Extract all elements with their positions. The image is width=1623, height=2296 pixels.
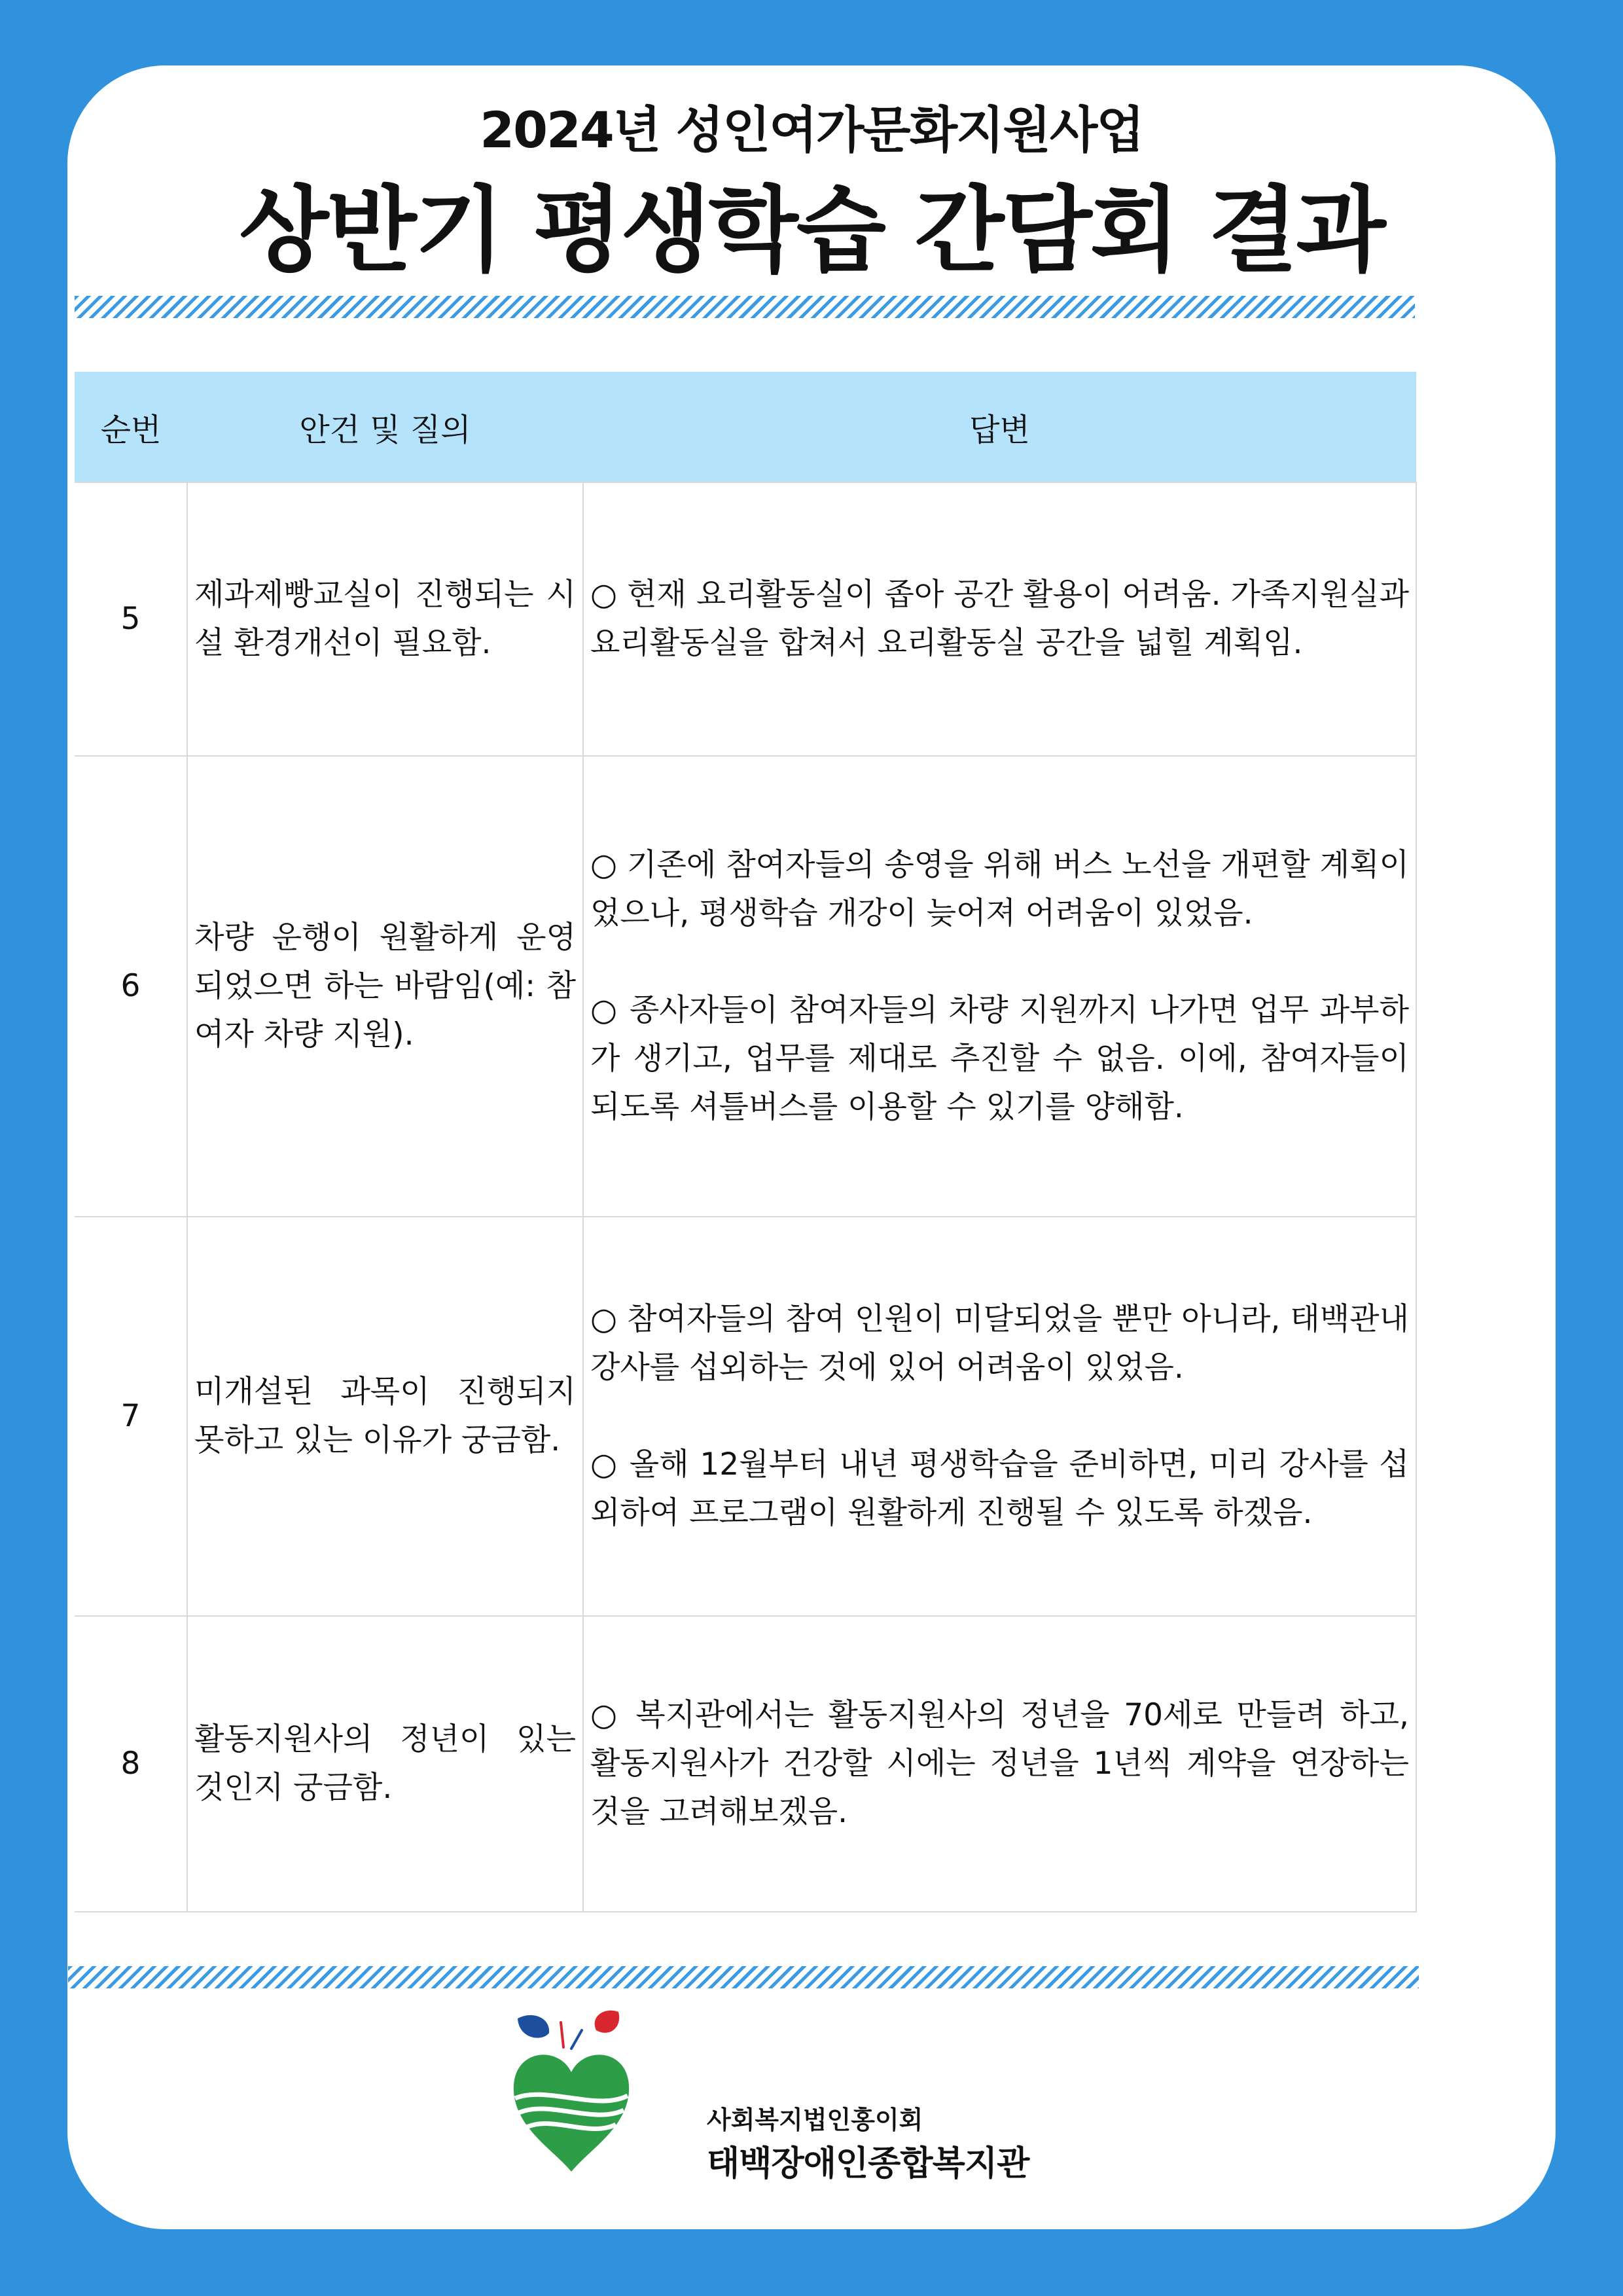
page-subtitle: 2024년 성인여가문화지원사업 (480, 101, 1143, 159)
table-row (75, 482, 1416, 756)
question-cell: 미개설된 과목이 진행되지 못하고 있는 이유가 궁금함. (187, 1217, 583, 1616)
organization-subtitle: 사회복지법인홍이회 (707, 2106, 923, 2134)
answer-paragraph: ○ 참여자들의 참여 인원이 미달되었을 뿐만 아니라, 태백관내 강사를 섭외하는 것에 있어 어려움이 있었음. (590, 1301, 1409, 1386)
welfare-center-logo-icon (506, 2007, 637, 2197)
table-row (75, 1616, 1416, 1912)
header-question: 안건 및 질의 (187, 372, 583, 482)
table-row (75, 1217, 1416, 1616)
organization-name: 태백장애인종합복지관 (707, 2144, 1029, 2183)
answer-cell (583, 1217, 1416, 1616)
answer-cell (583, 482, 1416, 756)
question-cell: 차량 운행이 원활하게 운영되었으면 하는 바람임(예: 참여자 차량 지원). (187, 756, 583, 1217)
question-cell: 제과제빵교실이 진행되는 시설 환경개선이 필요함. (187, 482, 583, 756)
table-header-row (75, 372, 1416, 482)
answer-cell (583, 1616, 1416, 1912)
question-cell: 활동지원사의 정년이 있는 것인지 궁금함. (187, 1616, 583, 1912)
header-answer: 답변 (583, 372, 1416, 482)
row-number: 7 (75, 1217, 187, 1616)
answer-paragraph: ○ 현재 요리활동실이 좁아 공간 활용이 어려움. 가족지원실과 요리활동실을 합쳐서 요리활동실 공간을 넓힐 계획임. (590, 577, 1409, 661)
answer-cell (583, 756, 1416, 1217)
row-number: 6 (75, 756, 187, 1217)
row-number: 5 (75, 482, 187, 756)
table-row (75, 756, 1416, 1217)
row-number: 8 (75, 1616, 187, 1912)
page-title: 상반기 평생학습 간담회 결과 (239, 177, 1384, 285)
header-number: 순번 (75, 372, 187, 482)
bottom-divider (68, 1966, 1419, 1988)
answer-paragraph: ○ 기존에 참여자들의 송영을 위해 버스 노선을 개편할 계획이었으나, 평생학습 개강이 늦어져 어려움이 있었음. (590, 847, 1409, 931)
qa-table (75, 372, 1417, 1912)
top-divider (75, 296, 1415, 318)
answer-paragraph: ○ 복지관에서는 활동지원사의 정년을 70세로 만들려 하고, 활동지원사가 건강할 시에는 정년을 1년씩 계약을 연장하는 것을 고려해보겠음. (590, 1697, 1409, 1830)
answer-paragraph: ○ 종사자들이 참여자들의 차량 지원까지 나가면 업무 과부하가 생기고, 업무를 제대로 추진할 수 없음. 이에, 참여자들이 되도록 셔틀버스를 이용할 수 있기를 양해함. (590, 992, 1409, 1125)
answer-paragraph: ○ 올해 12월부터 내년 평생학습을 준비하면, 미리 강사를 섭외하여 프로그램이 원활하게 진행될 수 있도록 하겠음. (590, 1446, 1409, 1531)
